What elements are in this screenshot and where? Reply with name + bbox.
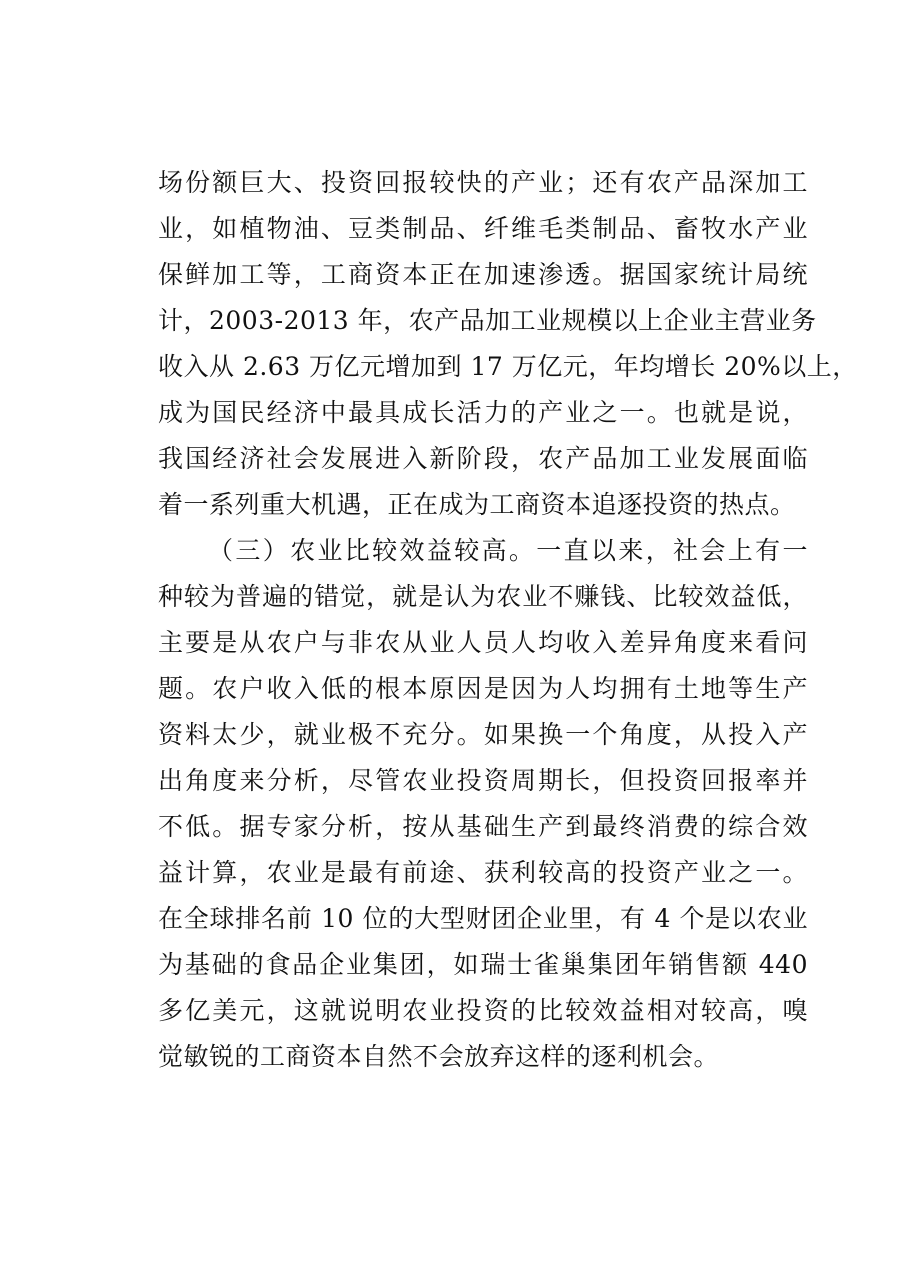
text-line: 业，如植物油、豆类制品、纤维毛类制品、畜牧水产业: [158, 214, 808, 243]
text-line: 在全球排名前 10 位的大型财团企业里，有 4 个是以农业: [158, 904, 808, 933]
text-line: 题。农户收入低的根本原因是因为人均拥有土地等生产: [158, 674, 808, 703]
text-line: 益计算，农业是最有前途、获利较高的投资产业之一。: [158, 858, 808, 887]
section-heading-line: （三）农业比较效益较高。一直以来，社会上有一: [208, 536, 808, 565]
text-line: 出角度来分析，尽管农业投资周期长，但投资回报率并: [158, 766, 808, 795]
text-line: 不低。据专家分析，按从基础生产到最终消费的综合效: [158, 812, 808, 841]
text-line: 着一系列重大机遇，正在成为工商资本追逐投资的热点。: [158, 490, 796, 519]
text-line: 保鲜加工等，工商资本正在加速渗透。据国家统计局统: [158, 260, 808, 289]
body-text: [158, 160, 858, 1080]
text-line: 多亿美元，这就说明农业投资的比较效益相对较高，嗅: [158, 996, 808, 1025]
text-line: 资料太少，就业极不充分。如果换一个角度，从投入产: [158, 720, 808, 749]
text-line: 我国经济社会发展进入新阶段，农产品加工业发展面临: [158, 444, 808, 473]
text-line: 种较为普遍的错觉，就是认为农业不赚钱、比较效益低，: [158, 582, 808, 611]
text-line: 为基础的食品企业集团，如瑞士雀巢集团年销售额 440: [158, 950, 808, 979]
text-line: 觉敏锐的工商资本自然不会放弃这样的逐利机会。: [158, 1042, 720, 1071]
text-line: 收入从 2.63 万亿元增加到 17 万亿元，年均增长 20%以上，: [158, 352, 858, 381]
text-line: 场份额巨大、投资回报较快的产业；还有农产品深加工: [158, 168, 808, 197]
text-line: 计，2003-2013 年，农产品加工业规模以上企业主营业务: [158, 306, 817, 335]
text-line: 成为国民经济中最具成长活力的产业之一。也就是说，: [158, 398, 808, 427]
text-line: 主要是从农户与非农从业人员人均收入差异角度来看问: [158, 628, 808, 657]
